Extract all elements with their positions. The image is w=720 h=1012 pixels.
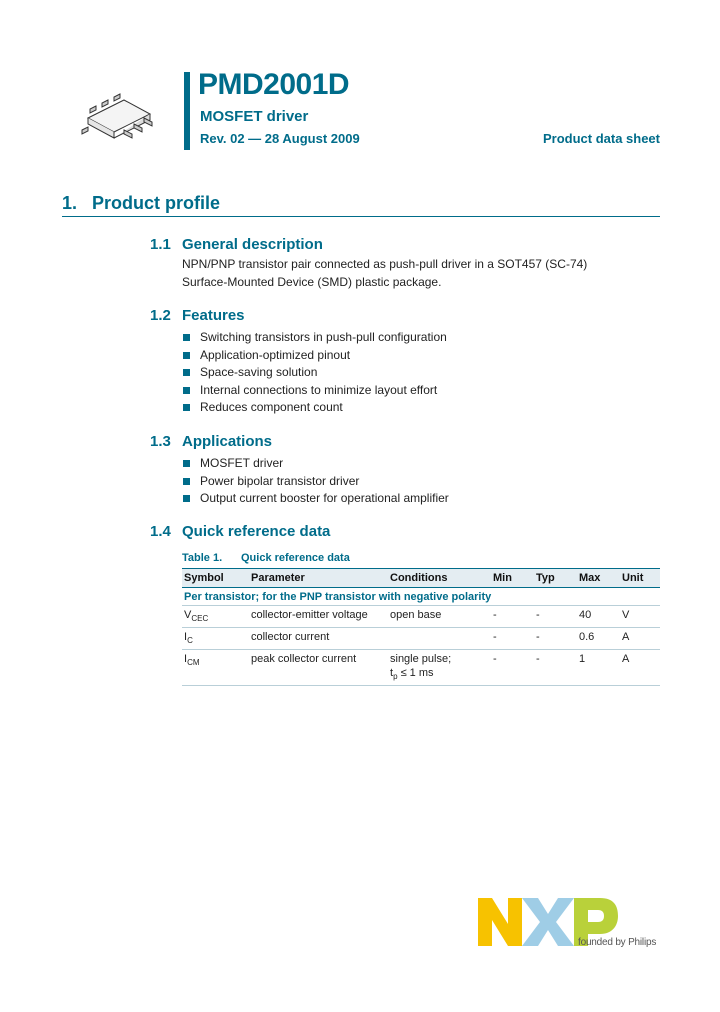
parameter-cell: peak collector current bbox=[249, 650, 388, 686]
max-cell: 0.6 bbox=[577, 628, 620, 650]
symbol-subscript: C bbox=[187, 636, 193, 645]
section-number: 1. bbox=[62, 193, 78, 213]
subsection-number: 1.4 bbox=[150, 523, 171, 540]
conditions-cell bbox=[388, 628, 491, 650]
header-accent-bar bbox=[184, 72, 190, 150]
subsection-heading-quick-reference bbox=[150, 523, 330, 540]
condition-line bbox=[390, 666, 491, 684]
table-header-row bbox=[182, 569, 660, 588]
page-title: PMD2001D bbox=[198, 68, 350, 101]
general-description-text bbox=[182, 256, 587, 291]
table-label: Table 1. bbox=[182, 552, 223, 564]
list-item-text: Switching transistors in push-pull configuration bbox=[200, 330, 447, 344]
typ-cell: - bbox=[534, 628, 577, 650]
symbol-cell bbox=[182, 628, 249, 650]
unit-cell: V bbox=[620, 606, 660, 628]
list-item-text: Space-saving solution bbox=[200, 365, 318, 379]
bullet-icon bbox=[183, 460, 190, 467]
max-cell: 1 bbox=[577, 650, 620, 686]
column-header: Typ bbox=[534, 569, 577, 588]
condition-symbol: t bbox=[390, 667, 394, 679]
list-item bbox=[182, 382, 447, 400]
revision-info: Rev. 02 — 28 August 2009 bbox=[200, 131, 360, 146]
symbol-cell bbox=[182, 650, 249, 686]
bullet-icon bbox=[183, 478, 190, 485]
condition-line: single pulse; bbox=[390, 653, 452, 665]
column-header: Conditions bbox=[388, 569, 491, 588]
table-caption bbox=[182, 552, 350, 564]
list-item-text: Reduces component count bbox=[200, 400, 343, 414]
section-rule bbox=[62, 216, 660, 217]
description-line: Surface-Mounted Device (SMD) plastic package. bbox=[182, 274, 442, 289]
subsection-title: General description bbox=[182, 236, 323, 253]
list-item bbox=[182, 455, 449, 473]
table-row bbox=[182, 650, 660, 686]
list-item-text: Internal connections to minimize layout effort bbox=[200, 382, 438, 397]
column-header: Unit bbox=[620, 569, 660, 588]
parameter-cell: collector-emitter voltage bbox=[249, 606, 388, 628]
min-cell: - bbox=[491, 606, 534, 628]
table-group-row bbox=[182, 588, 660, 606]
subsection-title: Features bbox=[182, 307, 245, 324]
parameter-cell: collector current bbox=[249, 628, 388, 650]
table-title: Quick reference data bbox=[241, 552, 350, 564]
bullet-icon bbox=[183, 404, 190, 411]
subsection-title: Applications bbox=[182, 433, 273, 450]
column-header: Max bbox=[577, 569, 620, 588]
list-item-text: Application-optimized pinout bbox=[200, 347, 351, 362]
list-item bbox=[182, 364, 447, 382]
typ-cell: - bbox=[534, 650, 577, 686]
description-line: NPN/PNP transistor pair connected as push-pull driver in a SOT457 (SC-74) bbox=[182, 257, 588, 271]
sot457-package-icon bbox=[74, 84, 160, 144]
max-cell: 40 bbox=[577, 606, 620, 628]
list-item bbox=[182, 490, 449, 508]
bullet-icon bbox=[183, 387, 190, 394]
bullet-icon bbox=[183, 334, 190, 341]
unit-cell: A bbox=[620, 628, 660, 650]
conditions-cell: open base bbox=[388, 606, 491, 628]
applications-list bbox=[182, 455, 449, 508]
symbol-subscript: CEC bbox=[191, 614, 209, 623]
bullet-icon bbox=[183, 495, 190, 502]
subsection-heading-general-description bbox=[150, 236, 323, 253]
symbol: I bbox=[184, 631, 188, 643]
subsection-number: 1.2 bbox=[150, 307, 171, 324]
section-heading-product-profile bbox=[62, 193, 220, 214]
symbol-cell bbox=[182, 606, 249, 628]
column-header: Symbol bbox=[182, 569, 249, 588]
min-cell: - bbox=[491, 650, 534, 686]
subsection-number: 1.1 bbox=[150, 236, 171, 253]
condition-subscript: p bbox=[393, 672, 398, 681]
symbol: I bbox=[184, 653, 188, 665]
bullet-icon bbox=[183, 352, 190, 359]
symbol: V bbox=[184, 609, 192, 621]
list-item bbox=[182, 329, 447, 347]
section-title: Product profile bbox=[92, 193, 221, 213]
typ-cell: - bbox=[534, 606, 577, 628]
conditions-cell bbox=[388, 650, 491, 686]
list-item bbox=[182, 347, 447, 365]
column-header: Parameter bbox=[249, 569, 388, 588]
features-list bbox=[182, 329, 447, 417]
subsection-heading-features bbox=[150, 307, 245, 324]
table-row bbox=[182, 628, 660, 650]
list-item-text: Power bipolar transistor driver bbox=[200, 473, 360, 488]
list-item bbox=[182, 399, 447, 417]
table-row bbox=[182, 606, 660, 628]
list-item bbox=[182, 473, 449, 491]
group-label: Per transistor; for the PNP transistor with negative polarity bbox=[182, 588, 660, 606]
unit-cell: A bbox=[620, 650, 660, 686]
list-item-text: Output current booster for operational amplifier bbox=[200, 491, 449, 505]
logo-tagline: founded by Philips bbox=[578, 937, 657, 948]
list-item-text: MOSFET driver bbox=[200, 456, 284, 470]
condition-value: ≤ 1 ms bbox=[397, 667, 434, 679]
document-type: Product data sheet bbox=[542, 131, 660, 146]
page-subtitle: MOSFET driver bbox=[200, 108, 309, 125]
quick-reference-table bbox=[182, 568, 660, 686]
subsection-heading-applications bbox=[150, 433, 272, 450]
subsection-title: Quick reference data bbox=[182, 523, 331, 540]
bullet-icon bbox=[183, 369, 190, 376]
subsection-number: 1.3 bbox=[150, 433, 171, 450]
min-cell: - bbox=[491, 628, 534, 650]
symbol-subscript: CM bbox=[187, 658, 200, 667]
column-header: Min bbox=[491, 569, 534, 588]
